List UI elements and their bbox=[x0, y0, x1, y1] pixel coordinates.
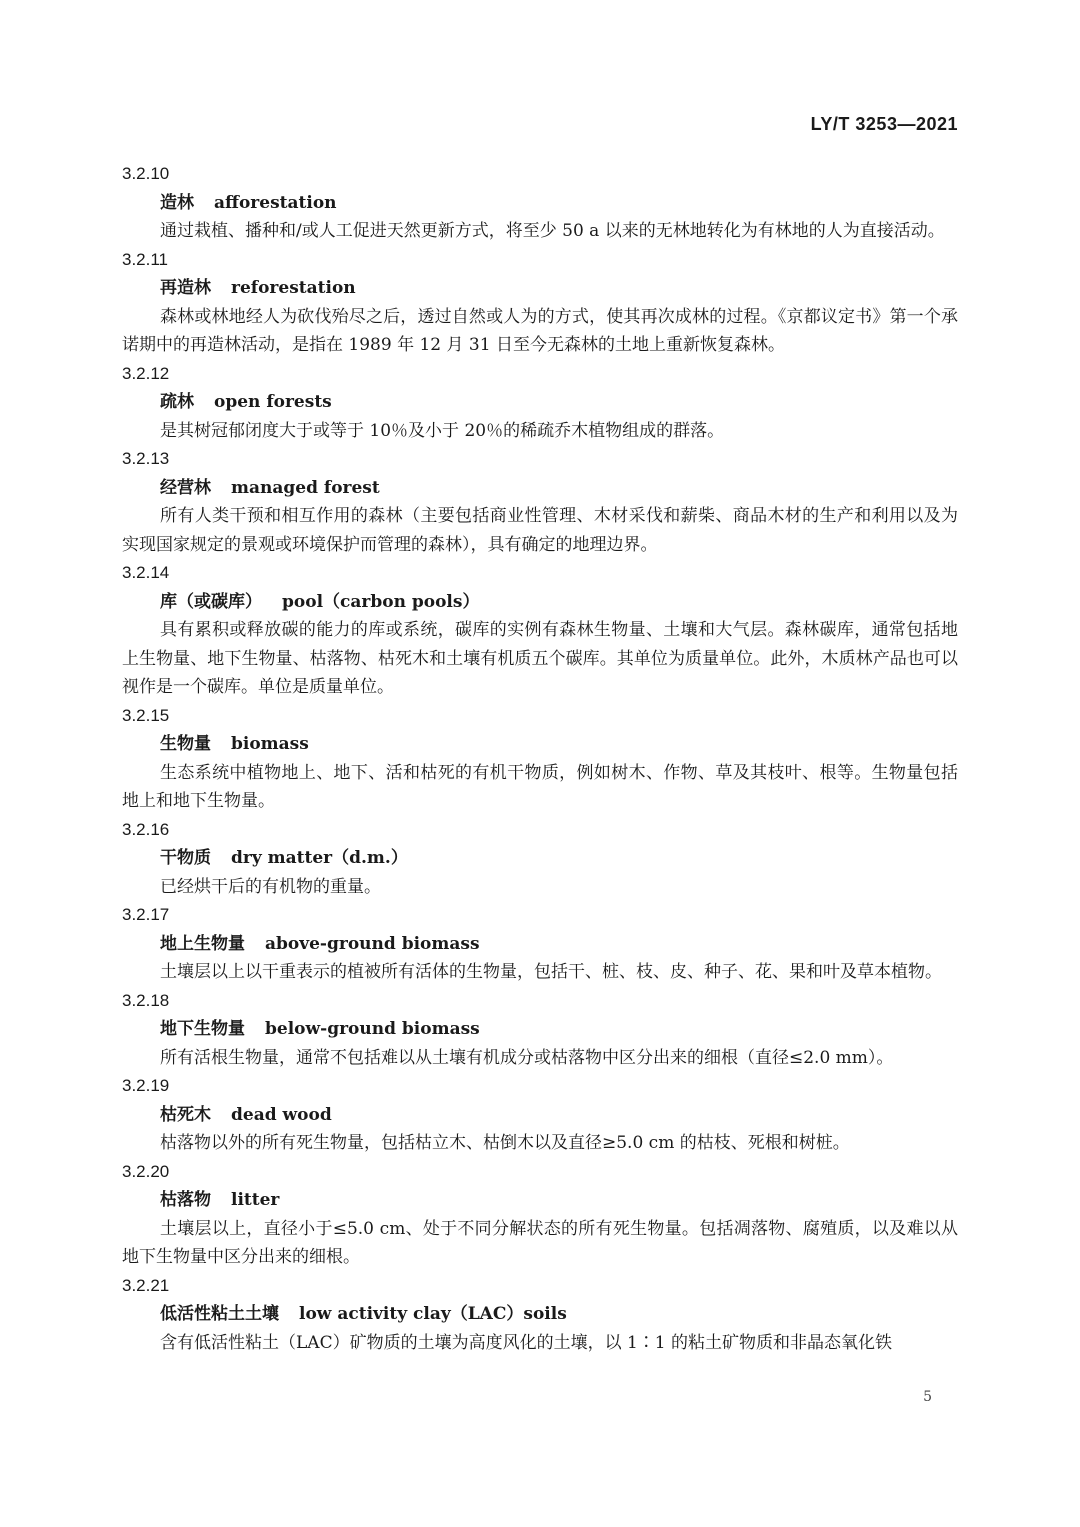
term-chinese: 库（或碳库） bbox=[160, 591, 262, 612]
term-definition: 土壤层以上以干重表示的植被所有活体的生物量，包括干、桩、枝、皮、种子、花、果和叶及草本植物。 bbox=[160, 962, 942, 982]
term-number: 3.2.10 bbox=[122, 164, 170, 183]
term-english: managed forest bbox=[231, 477, 380, 498]
term-number: 3.2.19 bbox=[122, 1076, 170, 1095]
term-number: 3.2.15 bbox=[122, 705, 170, 725]
term-entry bbox=[122, 559, 958, 702]
term-heading bbox=[122, 388, 958, 417]
term-chinese: 枯死木 bbox=[160, 1104, 211, 1125]
term-heading bbox=[122, 474, 958, 503]
page-number: 5 bbox=[923, 1389, 932, 1405]
term-definition: 具有累积或释放碳的能力的库或系统，碳库的实例有森林生物量、土壤和大气层。森林碳库，通常包括地上生物量、地下生物量、枯落物、枯死木和土壤有机质五个碳库。其单位为质量单位。此外，木质林产品也可以视作是一个碳库。单位是质量单位。 bbox=[122, 620, 958, 697]
term-entry bbox=[122, 360, 958, 446]
term-english: open forests bbox=[214, 392, 332, 412]
term-definition: 森林或林地经人为砍伐殆尽之后，透过自然或人为的方式，使其再次成林的过程。《京都议定书》第一个承诺期中的再造林活动，是指在 1989 年 12 月 31 日至今无森林的土地上重新恢复森林。 bbox=[122, 306, 958, 355]
term-heading bbox=[122, 730, 958, 759]
term-number: 3.2.18 bbox=[122, 990, 170, 1010]
terms-list bbox=[122, 160, 958, 1357]
term-chinese: 造林 bbox=[160, 192, 194, 213]
term-number: 3.2.11 bbox=[122, 249, 169, 269]
term-entry bbox=[122, 445, 958, 559]
term-chinese: 疏林 bbox=[160, 392, 194, 412]
term-chinese: 地下生物量 bbox=[160, 1019, 245, 1039]
term-definition: 生态系统中植物地上、地下、活和枯死的有机干物质，例如树木、作物、草及其枝叶、根等。生物量包括地上和地下生物量。 bbox=[122, 762, 958, 811]
term-entry bbox=[122, 702, 958, 816]
term-definition: 含有低活性粘土（LAC）矿物质的土壤为高度风化的土壤，以 1∶1 的粘土矿物质和非晶态氧化铁 bbox=[160, 1332, 893, 1353]
term-definition: 所有活根生物量，通常不包括难以从土壤有机成分或枯落物中区分出来的细根（直径≤2.0 mm）。 bbox=[160, 1047, 894, 1068]
term-number: 3.2.20 bbox=[122, 1161, 170, 1181]
term-english: dead wood bbox=[231, 1104, 332, 1125]
term-entry bbox=[122, 901, 958, 987]
term-english: litter bbox=[231, 1190, 280, 1210]
term-heading bbox=[122, 1015, 958, 1044]
term-entry bbox=[122, 1158, 958, 1272]
term-entry bbox=[122, 987, 958, 1073]
term-english: above-ground biomass bbox=[265, 933, 480, 954]
term-heading bbox=[122, 1186, 958, 1215]
term-heading bbox=[122, 1101, 958, 1130]
term-english: pool（carbon pools） bbox=[282, 591, 480, 612]
term-english: biomass bbox=[231, 734, 309, 754]
term-definition: 是其树冠郁闭度大于或等于 10％及小于 20％的稀疏乔木植物组成的群落。 bbox=[160, 420, 725, 441]
term-chinese: 地上生物量 bbox=[160, 933, 245, 954]
term-definition: 已经烘干后的有机物的重量。 bbox=[160, 876, 381, 897]
term-chinese: 生物量 bbox=[160, 734, 211, 754]
term-number: 3.2.17 bbox=[122, 905, 170, 924]
term-entry bbox=[122, 1072, 958, 1158]
term-heading bbox=[122, 588, 958, 617]
term-heading bbox=[122, 189, 958, 218]
term-definition: 枯落物以外的所有死生物量，包括枯立木、枯倒木以及直径≥5.0 cm 的枯枝、死根和树桩。 bbox=[160, 1133, 850, 1153]
term-entry bbox=[122, 816, 958, 902]
term-english: afforestation bbox=[214, 192, 337, 213]
term-english: dry matter（d.m.） bbox=[231, 848, 408, 868]
standard-code: LY/T 3253—2021 bbox=[810, 114, 958, 134]
term-number: 3.2.21 bbox=[122, 1275, 170, 1295]
term-number: 3.2.13 bbox=[122, 449, 170, 468]
term-chinese: 经营林 bbox=[160, 477, 211, 498]
term-number: 3.2.12 bbox=[122, 363, 170, 383]
term-english: reforestation bbox=[231, 278, 356, 298]
term-heading bbox=[122, 1300, 958, 1329]
term-chinese: 枯落物 bbox=[160, 1190, 211, 1210]
term-heading bbox=[122, 930, 958, 959]
term-number: 3.2.14 bbox=[122, 563, 170, 582]
term-heading bbox=[122, 274, 958, 303]
term-entry bbox=[122, 1272, 958, 1358]
term-entry bbox=[122, 160, 958, 246]
term-chinese: 低活性粘土土壤 bbox=[160, 1304, 279, 1324]
term-definition: 所有人类干预和相互作用的森林（主要包括商业性管理、木材采伐和薪柴、商品木材的生产和利用以及为实现国家规定的景观或环境保护而管理的森林），具有确定的地理边界。 bbox=[122, 506, 958, 555]
term-number: 3.2.16 bbox=[122, 819, 170, 839]
term-english: low activity clay（LAC）soils bbox=[299, 1304, 567, 1324]
term-english: below-ground biomass bbox=[265, 1019, 480, 1039]
term-entry bbox=[122, 246, 958, 360]
term-definition: 土壤层以上，直径小于≤5.0 cm、处于不同分解状态的所有死生物量。包括凋落物、腐殖质，以及难以从地下生物量中区分出来的细根。 bbox=[122, 1218, 958, 1267]
term-definition: 通过栽植、播种和/或人工促进天然更新方式，将至少 50 a 以来的无林地转化为有林地的人为直接活动。 bbox=[160, 221, 945, 241]
term-chinese: 再造林 bbox=[160, 278, 211, 298]
term-heading bbox=[122, 844, 958, 873]
term-chinese: 干物质 bbox=[160, 848, 211, 868]
